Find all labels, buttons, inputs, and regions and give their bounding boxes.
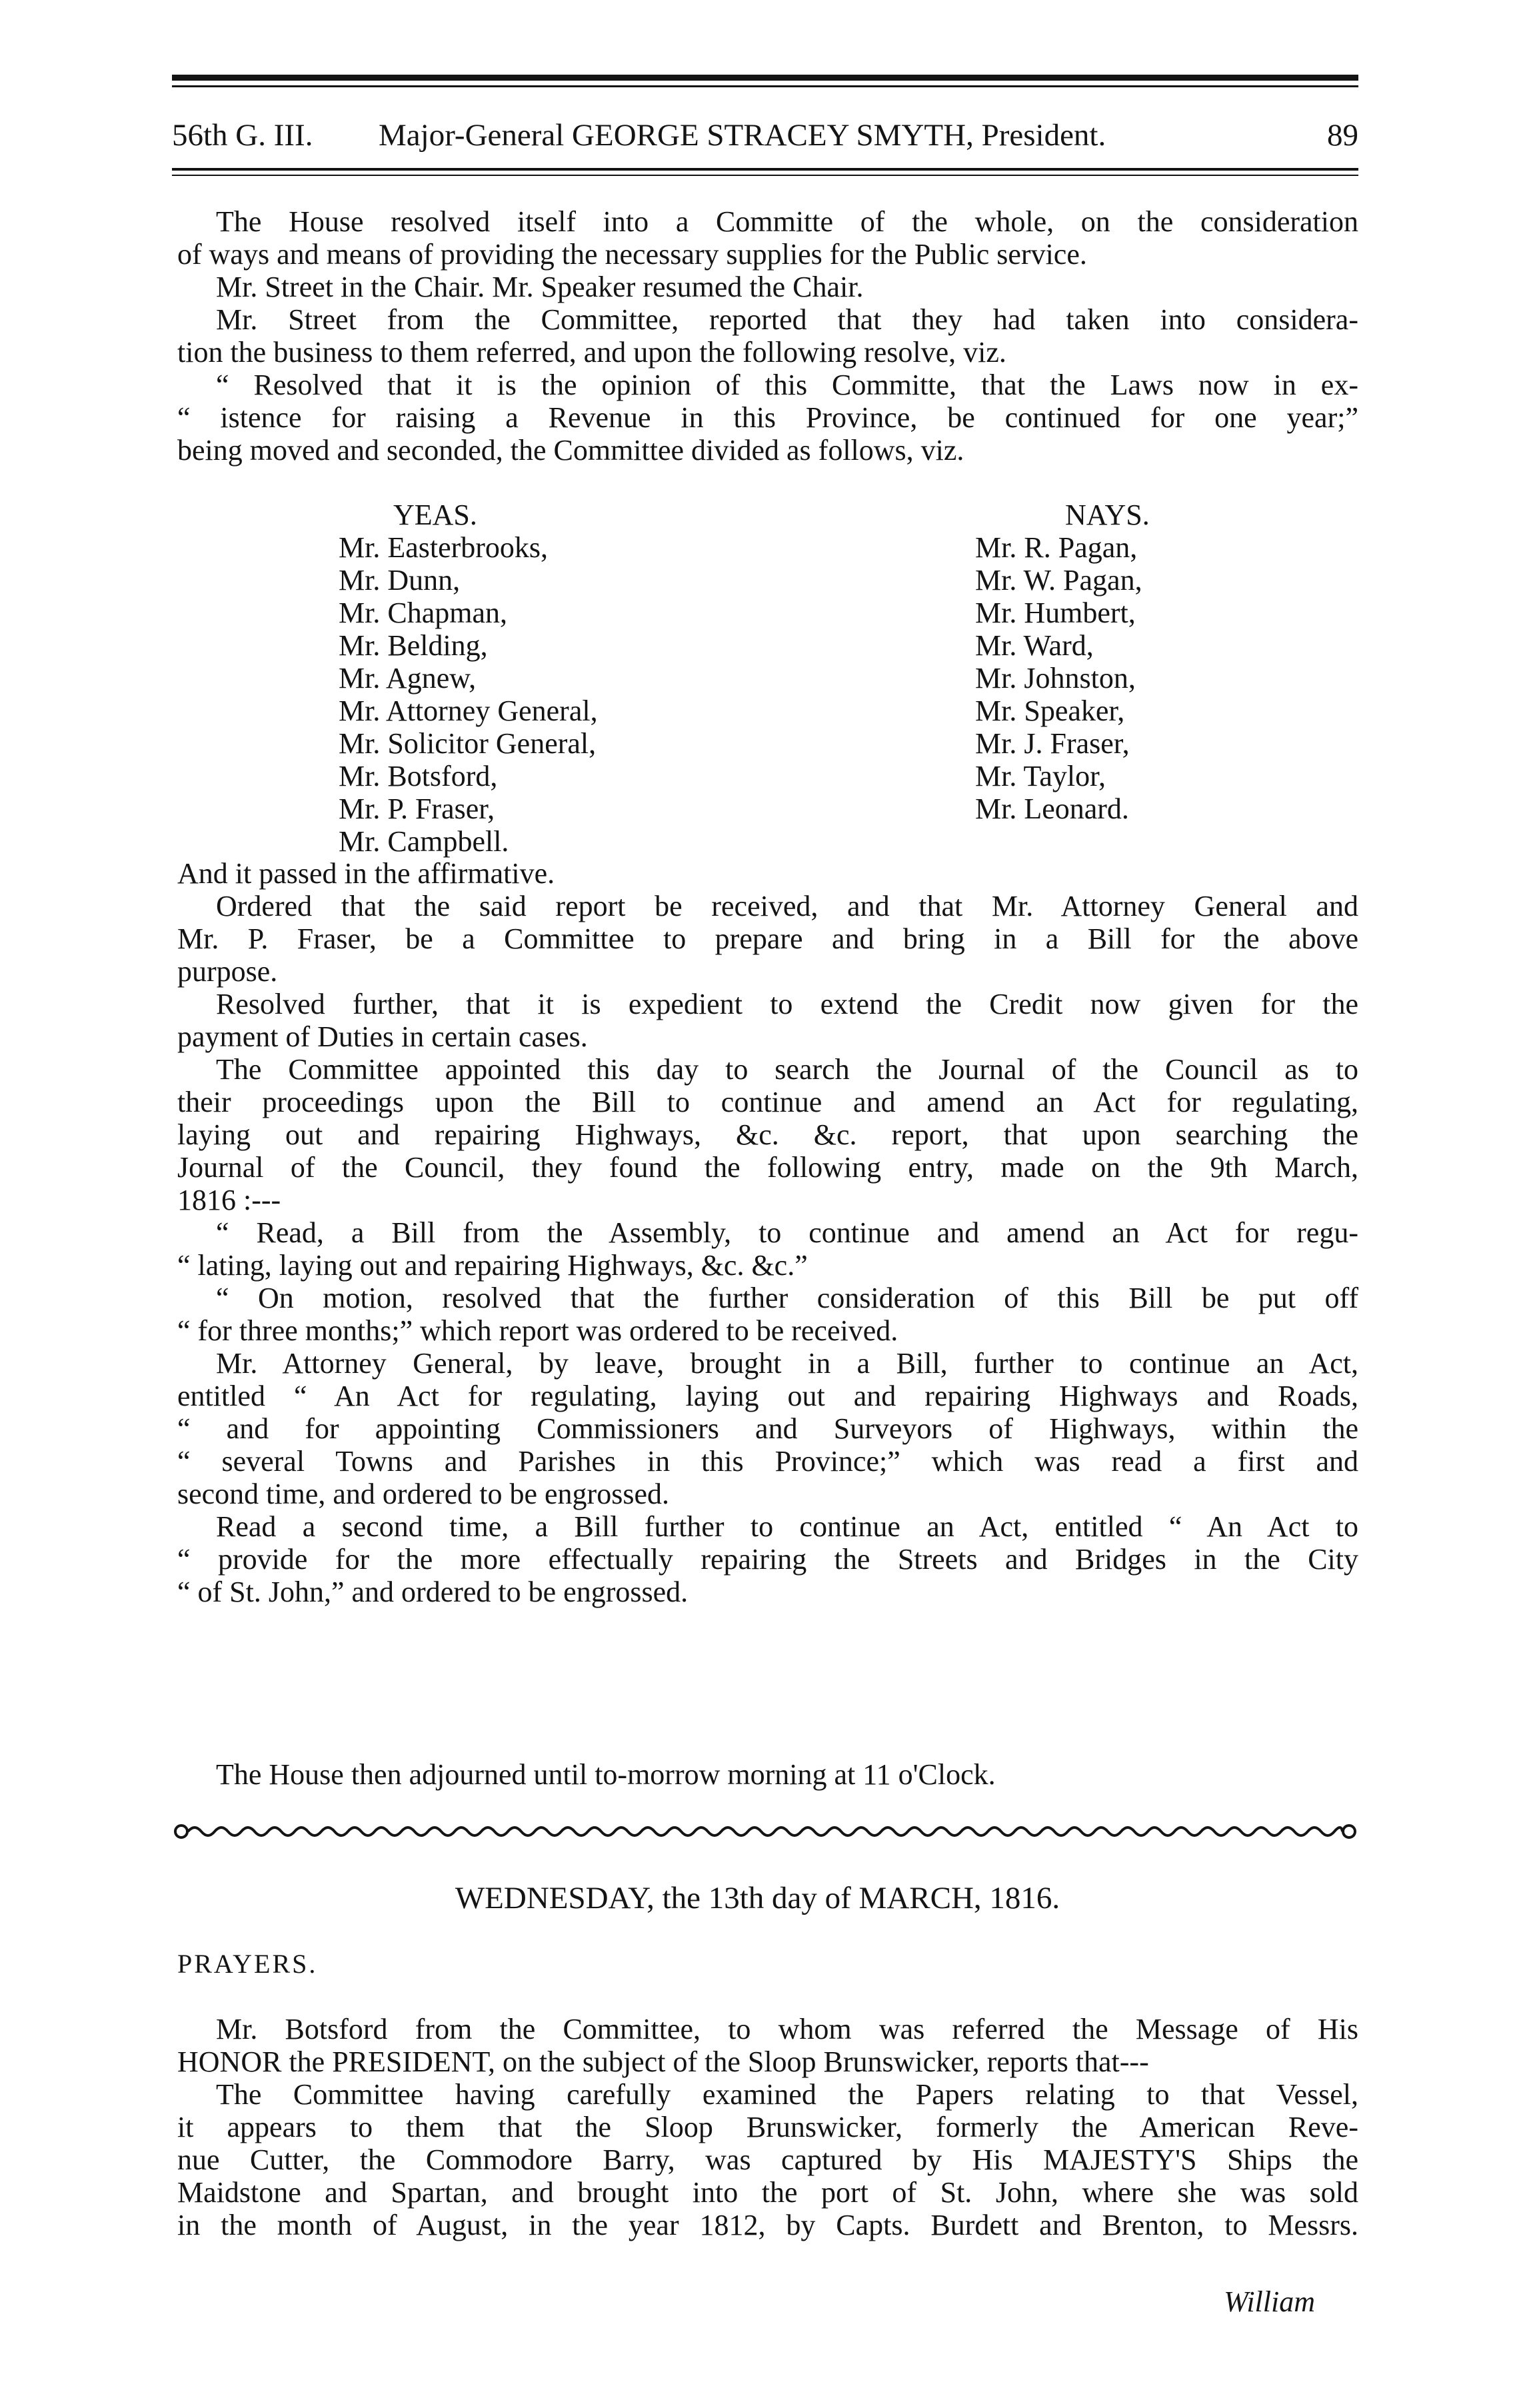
text-line: purpose.: [177, 955, 278, 988]
paragraph: [177, 1216, 1358, 1282]
paragraph: [177, 988, 1358, 1053]
nay-member: Mr. R. Pagan,: [975, 531, 1138, 564]
paragraph: [177, 2013, 1358, 2078]
text-line: HONOR the PRESIDENT, on the subject of the Sloop Brunswicker, reports that---: [177, 2045, 1149, 2078]
nay-member: Mr. W. Pagan,: [975, 564, 1142, 597]
nay-member: Mr. Taylor,: [975, 760, 1106, 792]
nays-list: [975, 531, 1142, 825]
proceedings-block-one: [177, 205, 1358, 467]
nay-member: Mr. Leonard.: [975, 792, 1129, 825]
proceedings-block-three: [177, 2013, 1358, 2241]
text-line: “ Read, a Bill from the Assembly, to continue and amend an Act for regu-: [216, 1216, 1358, 1249]
text-line: The House then adjourned until to-morrow morning at 11 o'Clock.: [216, 1758, 996, 1791]
text-line: “ provide for the more effectually repairing the Streets and Bridges in the City: [177, 1543, 1358, 1576]
text-line: second time, and ordered to be engrossed.: [177, 1478, 669, 1510]
text-line: “ and for appointing Commissioners and Surveyors of Highways, within the: [177, 1412, 1358, 1445]
yea-member: Mr. Solicitor General,: [339, 727, 597, 760]
paragraph: [177, 1053, 1358, 1216]
paragraph: [177, 1282, 1358, 1347]
paragraph: [177, 271, 1358, 303]
paragraph: [177, 2078, 1358, 2241]
text-line: payment of Duties in certain cases.: [177, 1020, 588, 1053]
text-line: “ On motion, resolved that the further consideration of this Bill be put off: [216, 1282, 1358, 1314]
yea-member: Mr. Campbell.: [339, 825, 509, 858]
text-line: Mr. Botsford from the Committee, to whom was referred the Message of His: [216, 2013, 1358, 2045]
adjournment: [177, 1758, 1358, 1791]
yea-member: Mr. Belding,: [339, 629, 488, 662]
paragraph: [177, 205, 1358, 271]
text-line: it appears to them that the Sloop Brunswicker, formerly the American Reve-: [177, 2111, 1358, 2143]
nay-member: Mr. Ward,: [975, 629, 1094, 662]
text-line: 1816 :---: [177, 1184, 281, 1216]
head-rule-thin: [172, 175, 1358, 176]
top-rule: [172, 75, 1358, 81]
yea-member: Mr. Agnew,: [339, 662, 477, 694]
yea-member: Mr. P. Fraser,: [339, 792, 495, 825]
running-head: [172, 115, 1358, 156]
running-title: Major-General GEORGE STRACEY SMYTH, President.: [379, 118, 1106, 153]
text-line: Maidstone and Spartan, and brought into the port of St. John, where she was sold: [177, 2176, 1358, 2209]
paragraph: [177, 890, 1358, 988]
paragraph: [177, 303, 1358, 369]
proceedings-block-two: [177, 857, 1358, 1608]
text-line: nue Cutter, the Commodore Barry, was captured by His MAJESTY'S Ships the: [177, 2143, 1358, 2176]
prayers-heading: PRAYERS.: [177, 1949, 318, 1979]
nay-member: Mr. Speaker,: [975, 694, 1125, 727]
text-line: Resolved further, that it is expedient to extend the Credit now given for the: [216, 988, 1358, 1020]
text-line: their proceedings upon the Bill to continue and amend an Act for regulating,: [177, 1086, 1358, 1118]
nay-member: Mr. J. Fraser,: [975, 727, 1130, 760]
text-line: Mr. Street in the Chair. Mr. Speaker resumed the Chair.: [216, 271, 864, 303]
head-rule: [172, 168, 1358, 171]
yea-member: Mr. Attorney General,: [339, 694, 598, 727]
yea-member: Mr. Botsford,: [339, 760, 498, 792]
nay-member: Mr. Johnston,: [975, 662, 1136, 694]
paragraph: [177, 1758, 1358, 1791]
yeas-list: [339, 531, 598, 858]
text-line: “ for three months;” which report was ordered to be received.: [177, 1314, 898, 1347]
text-line: tion the business to them referred, and upon the following resolve, viz.: [177, 336, 1006, 369]
text-line: “ istence for raising a Revenue in this Province, be continued for one year;”: [177, 401, 1358, 434]
text-line: Read a second time, a Bill further to continue an Act, entitled “ An Act to: [216, 1510, 1358, 1543]
text-line: The House resolved itself into a Committe of the whole, on the consideration: [216, 205, 1358, 238]
paragraph: [177, 1510, 1358, 1608]
text-line: being moved and seconded, the Committee divided as follows, viz.: [177, 434, 964, 467]
text-line: “ of St. John,” and ordered to be engrossed.: [177, 1576, 689, 1608]
paragraph: [177, 369, 1358, 467]
nays-heading: NAYS.: [1065, 499, 1150, 531]
text-line: laying out and repairing Highways, &c. &c. report, that upon searching the: [177, 1118, 1358, 1151]
text-line: The Committee having carefully examined the Papers relating to that Vessel,: [216, 2078, 1358, 2111]
yea-member: Mr. Easterbrooks,: [339, 531, 549, 564]
paragraph: [177, 1347, 1358, 1510]
yea-member: Mr. Dunn,: [339, 564, 461, 597]
regnal-year: 56th G. III.: [172, 118, 313, 153]
text-line: Mr. P. Fraser, be a Committee to prepare and bring in a Bill for the above: [177, 922, 1358, 955]
text-line: Mr. Attorney General, by leave, brought in a Bill, further to continue an Act,: [216, 1347, 1358, 1380]
paragraph: [177, 857, 1358, 890]
day-heading: WEDNESDAY, the 13th day of MARCH, 1816.: [455, 1881, 1060, 1915]
yea-member: Mr. Chapman,: [339, 597, 507, 629]
ornamental-rule: [172, 1818, 1358, 1845]
yeas-heading: YEAS.: [393, 499, 477, 531]
text-line: of ways and means of providing the necessary supplies for the Public service.: [177, 238, 1087, 271]
text-line: entitled “ An Act for regulating, laying out and repairing Highways and Roads,: [177, 1380, 1358, 1412]
text-line: “ several Towns and Parishes in this Province;” which was read a first and: [177, 1445, 1358, 1478]
catchword: William: [1224, 2285, 1315, 2318]
text-line: Mr. Street from the Committee, reported that they had taken into considera-: [216, 303, 1358, 336]
text-line: Ordered that the said report be received, and that Mr. Attorney General and: [216, 890, 1358, 922]
text-line: Journal of the Council, they found the following entry, made on the 9th March,: [177, 1151, 1358, 1184]
top-rule-thin: [172, 85, 1358, 87]
text-line: “ lating, laying out and repairing Highways, &c. &c.”: [177, 1249, 808, 1282]
text-line: in the month of August, in the year 1812, by Capts. Burdett and Brenton, to Messrs.: [177, 2209, 1358, 2241]
text-line: The Committee appointed this day to search the Journal of the Council as to: [216, 1053, 1358, 1086]
text-line: And it passed in the affirmative.: [177, 857, 555, 890]
text-line: “ Resolved that it is the opinion of this Committe, that the Laws now in ex-: [216, 369, 1358, 401]
nay-member: Mr. Humbert,: [975, 597, 1136, 629]
page-number: 89: [1327, 118, 1358, 153]
